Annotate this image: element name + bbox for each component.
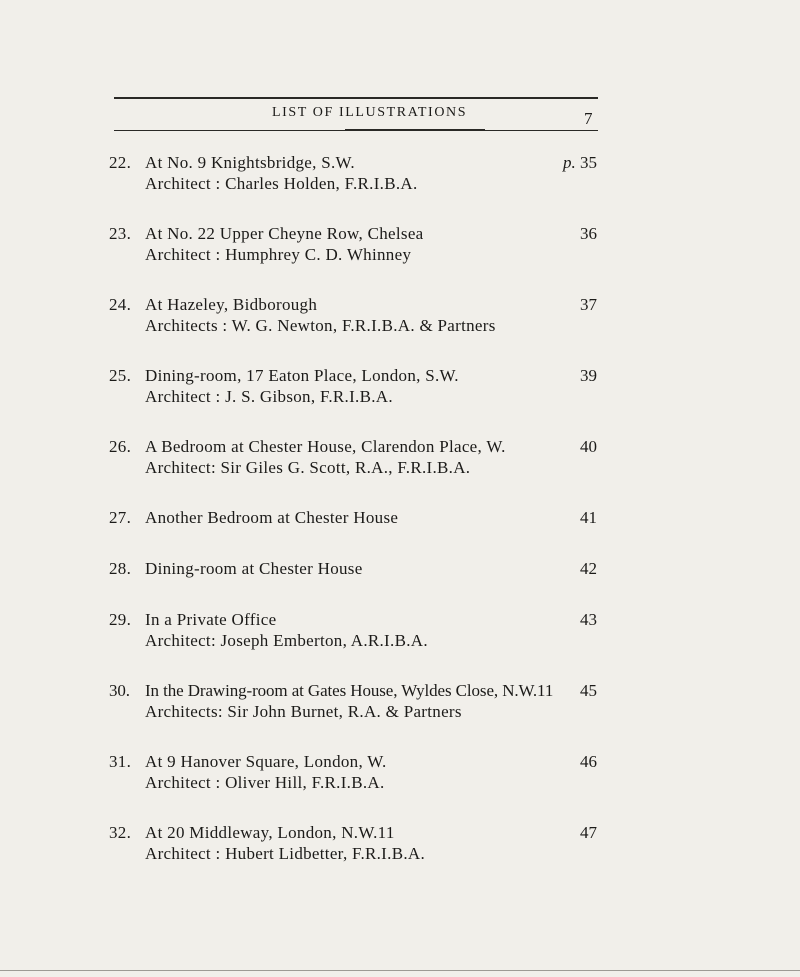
entry-title: Dining-room at Chester House [145, 559, 363, 578]
entry-title: At 20 Middleway, London, N.W.11 [145, 823, 395, 842]
entry-title: At No. 22 Upper Cheyne Row, Chelsea [145, 224, 424, 243]
illustrations-list [109, 152, 603, 893]
page-edge [0, 970, 800, 971]
entry-credit: Architect : Humphrey C. D. Whinney [145, 245, 412, 264]
page-prefix: p. [563, 153, 576, 172]
list-item [109, 294, 603, 336]
entry-title: A Bedroom at Chester House, Clarendon Place, W. [145, 437, 506, 456]
entry-number: 23. [109, 224, 132, 243]
entry-credit: Architects: Sir John Burnet, R.A. & Partners [145, 702, 462, 721]
list-item [109, 507, 603, 528]
page-number: 7 [584, 109, 593, 128]
entry-page: 47 [580, 823, 597, 842]
entry-number: 30. [109, 681, 130, 700]
list-item [109, 152, 603, 194]
list-item [109, 680, 603, 722]
list-item [109, 751, 603, 793]
entry-title: In the Drawing-room at Gates House, Wyldes Close, N.W.11 [145, 681, 554, 700]
entry-page: 36 [580, 224, 597, 243]
entry-title: In a Private Office [145, 610, 277, 629]
list-item [109, 436, 603, 478]
entry-page: 37 [580, 295, 597, 314]
list-item [109, 609, 603, 651]
header-rule-accent [345, 129, 485, 131]
entry-credit: Architect : Charles Holden, F.R.I.B.A. [145, 174, 418, 193]
entry-page: 43 [580, 610, 597, 629]
entry-page: 45 [580, 681, 597, 700]
entry-page: 46 [580, 752, 597, 771]
entry-credit: Architect : Hubert Lidbetter, F.R.I.B.A. [145, 844, 426, 863]
page-value: 35 [580, 153, 597, 172]
header-rule-top [114, 97, 598, 99]
entry-credit: Architect : J. S. Gibson, F.R.I.B.A. [145, 387, 393, 406]
entry-page: 42 [580, 559, 597, 578]
entry-page: 40 [580, 437, 597, 456]
entry-number: 27. [109, 508, 132, 527]
entry-credit: Architect: Sir Giles G. Scott, R.A., F.R.I.B.A. [145, 458, 471, 477]
entry-number: 28. [109, 559, 132, 578]
entry-number: 31. [109, 752, 132, 771]
list-item [109, 822, 603, 864]
entry-number: 29. [109, 610, 132, 629]
list-item [109, 223, 603, 265]
entry-page: 41 [580, 508, 597, 527]
entry-page [563, 152, 597, 173]
entry-title: Dining-room, 17 Eaton Place, London, S.W. [145, 366, 459, 385]
entry-page: 39 [580, 366, 597, 385]
entry-number: 22. [109, 153, 132, 172]
entry-title: At 9 Hanover Square, London, W. [145, 752, 387, 771]
list-item [109, 558, 603, 579]
entry-credit: Architect: Joseph Emberton, A.R.I.B.A. [145, 631, 428, 650]
entry-title: At No. 9 Knightsbridge, S.W. [145, 153, 355, 172]
entry-number: 24. [109, 295, 132, 314]
list-item [109, 365, 603, 407]
entry-title: At Hazeley, Bidborough [145, 295, 318, 314]
running-head: LIST OF ILLUSTRATIONS [272, 105, 468, 120]
entry-credit: Architects : W. G. Newton, F.R.I.B.A. & Partners [145, 316, 496, 335]
entry-credit: Architect : Oliver Hill, F.R.I.B.A. [145, 773, 385, 792]
entry-number: 32. [109, 823, 132, 842]
entry-title: Another Bedroom at Chester House [145, 508, 399, 527]
entry-number: 25. [109, 366, 132, 385]
entry-number: 26. [109, 437, 132, 456]
